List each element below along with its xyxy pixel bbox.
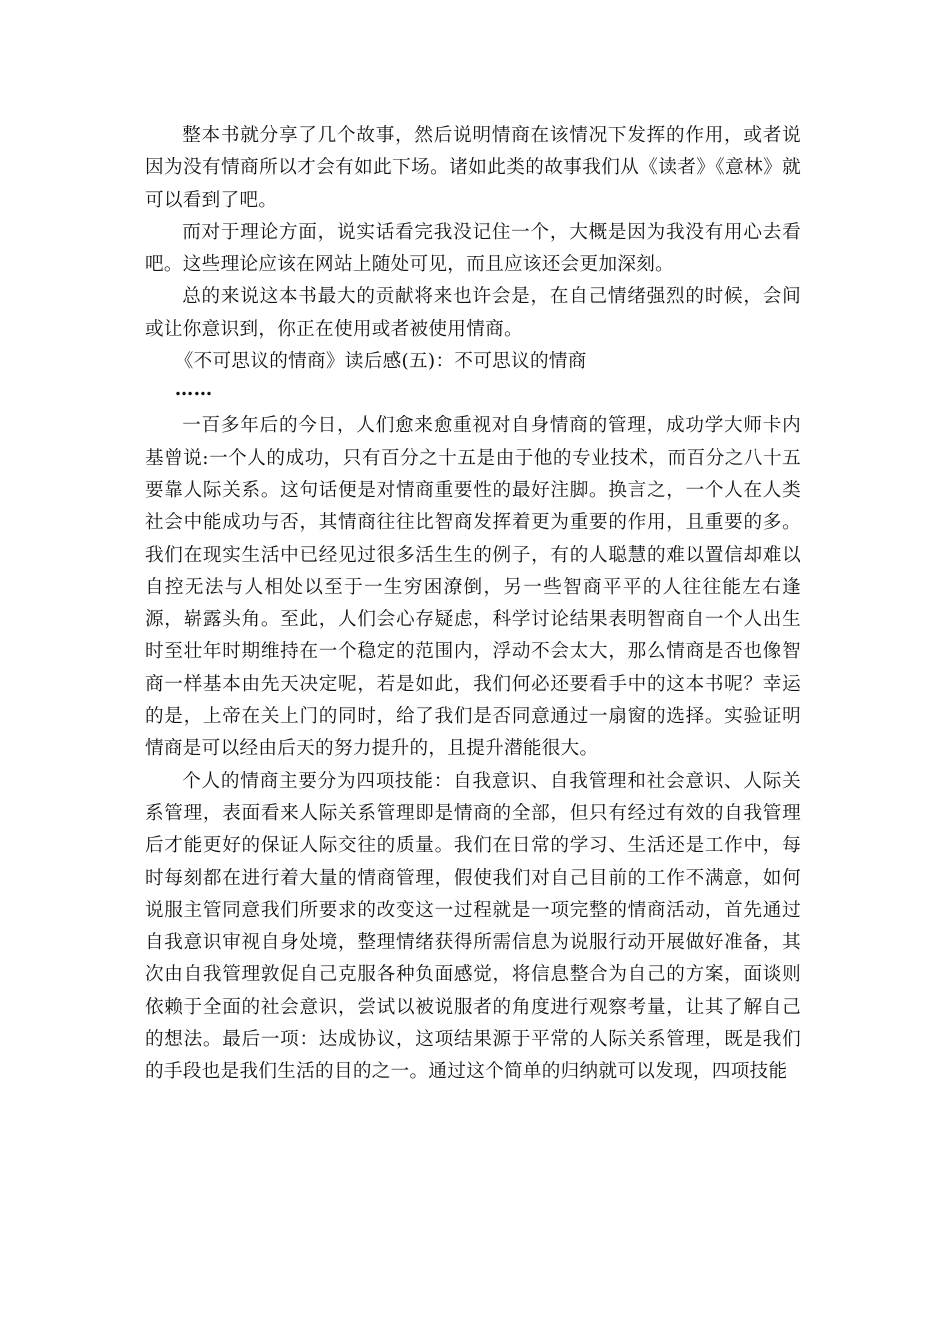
paragraph-story-summary: 整本书就分享了几个故事，然后说明情商在该情况下发挥的作用，或者说因为没有情商所以才会有如此下场。诸如此类的故事我们从《读者》《意林》就可以看到了吧。 bbox=[145, 125, 801, 211]
paragraph-conclusion: 总的来说这本书最大的贡献将来也许会是，在自己情绪强烈的时候，会间或让你意识到，你正在使用或者被使用情商。 bbox=[145, 286, 801, 340]
ellipsis-mark: …… bbox=[174, 379, 213, 401]
paragraph-four-skills: 个人的情商主要分为四项技能：自我意识、自我管理和社会意识、人际关系管理，表面看来人际关系管理即是情商的全部，但只有经过有效的自我管理后才能更好的保证人际交往的质量。我们在日常的学习、生活还是工作中，每时每刻都在进行着大量的情商管理，假使我们对自己目前的工作不满意，如何说服主管同意我们所要求的改变这一过程就是一项完整的情商活动，首先通过自我意识审视自身处境，整理情绪获得所需信息为说服行动开展做好准备，其次由自我管理敦促自己克服各种负面感觉，将信息整合为自己的方案，面谈则依赖于全面的社会意识，尝试以被说服者的角度进行观察考量，让其了解自己的想法。最后一项：达成协议，这项结果源于平常的人际关系管理，既是我们的手段也是我们生活的目的之一。通过这个简单的归纳就可以发现，四项技能 bbox=[145, 770, 801, 1083]
section-heading: 《不可思议的情商》读后感(五)：不可思议的情商 bbox=[174, 351, 587, 373]
paragraph-theory: 而对于理论方面，说实话看完我没记住一个，大概是因为我没有用心去看吧。这些理论应该在网站上随处可见，而且应该还会更加深刻。 bbox=[145, 221, 801, 276]
paragraph-eq-importance: 一百多年后的今日，人们愈来愈重视对自身情商的管理，成功学大师卡内基曾说:一个人的成功，只有百分之十五是由于他的专业技术，而百分之八十五要靠人际关系。这句话便是对情商重要性的最好注脚。换言之，一个人在人类社会中能成功与否，其情商往往比智商发挥着更为重要的作用，且重要的多。我们在现实生活中已经见过很多活生生的例子，有的人聪慧的难以置信却难以自控无法与人相处以至于一生穷困潦倒，另一些智商平平的人往往能左右逢源，崭露头角。至此，人们会心存疑虑，科学讨论结果表明智商自一个人出生时至壮年时期维持在一个稳定的范围内，浮动不会太大，那么情商是否也像智商一样基本由先天决定呢，若是如此，我们何必还要看手中的这本书呢？幸运的是，上帝在关上门的同时，给了我们是否同意通过一扇窗的选择。实验证明情商是可以经由后天的努力提升的，且提升潜能很大。 bbox=[145, 415, 801, 760]
document-body bbox=[145, 120, 801, 1089]
